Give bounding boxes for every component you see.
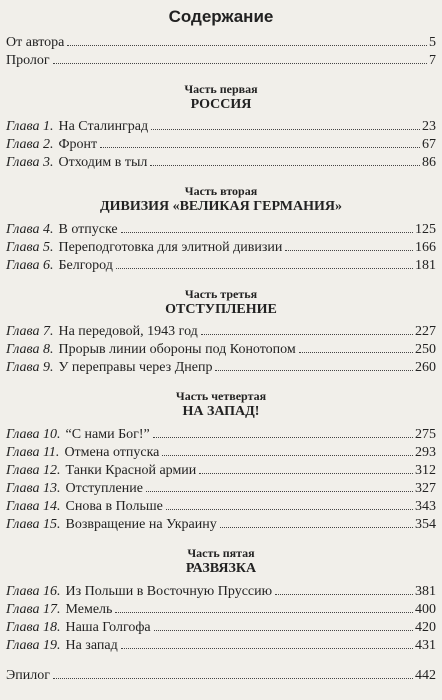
dot-leader <box>166 509 413 510</box>
chapter-number: Глава 8. <box>6 342 54 357</box>
toc-entry[interactable] <box>6 426 436 444</box>
entry-page: 420 <box>415 620 436 635</box>
entry-title: Пролог <box>6 53 50 68</box>
toc-entry[interactable] <box>6 341 436 359</box>
entry-title: Белгород <box>58 258 113 273</box>
entry-title: В отпуске <box>58 222 118 237</box>
dot-leader <box>154 630 413 631</box>
part-title: РАЗВЯЗКА <box>185 561 257 576</box>
entry-page: 343 <box>415 499 436 514</box>
toc-entry[interactable] <box>6 323 436 341</box>
part-label: Часть четвертая <box>175 389 267 403</box>
chapter-number: Глава 10. <box>6 427 61 442</box>
dot-leader <box>67 45 427 46</box>
part-label: Часть вторая <box>184 184 258 198</box>
entry-page: 5 <box>429 35 436 50</box>
dot-leader <box>151 129 420 130</box>
dot-leader <box>215 370 413 371</box>
entry-title: От автора <box>6 35 65 50</box>
chapter-number: Глава 7. <box>6 324 54 339</box>
toc-entry[interactable] <box>6 498 436 516</box>
entry-title: Танки Красной армии <box>65 463 197 478</box>
part-label: Часть первая <box>184 82 258 96</box>
dot-leader <box>153 437 413 438</box>
dot-leader <box>53 678 413 679</box>
entry-page: 86 <box>422 155 436 170</box>
part-title: ДИВИЗИЯ «ВЕЛИКАЯ ГЕРМАНИЯ» <box>99 199 343 214</box>
entry-title: На запад <box>65 638 118 653</box>
toc-entry[interactable] <box>6 239 436 257</box>
part-title: ОТСТУПЛЕНИЕ <box>165 302 277 317</box>
toc-entry[interactable] <box>6 257 436 275</box>
toc-entry[interactable] <box>6 221 436 239</box>
entry-title: “С нами Бог!” <box>65 427 150 442</box>
toc-entry[interactable] <box>6 619 436 637</box>
entry-title: Возвращение на Украину <box>65 517 217 532</box>
entry-page: 23 <box>422 119 436 134</box>
entry-page: 400 <box>415 602 436 617</box>
dot-leader <box>116 268 413 269</box>
entry-title: У переправы через Днепр <box>58 360 213 375</box>
toc-entry[interactable] <box>6 118 436 136</box>
chapter-number: Глава 11. <box>6 445 60 460</box>
entry-title: На передовой, 1943 год <box>58 324 198 339</box>
entry-title: Наша Голгофа <box>65 620 151 635</box>
chapter-number: Глава 2. <box>6 137 54 152</box>
part-label: Часть пятая <box>187 546 255 560</box>
chapter-number: Глава 17. <box>6 602 61 617</box>
toc-entry-epilogue[interactable] <box>6 667 436 685</box>
chapter-number: Глава 16. <box>6 584 61 599</box>
part-label: Часть третья <box>184 287 258 301</box>
chapter-number: Глава 1. <box>6 119 54 134</box>
entry-title: Эпилог <box>6 668 50 683</box>
entry-title: Фронт <box>58 137 98 152</box>
chapter-number: Глава 5. <box>6 240 54 255</box>
entry-page: 181 <box>415 258 436 273</box>
chapter-number: Глава 13. <box>6 481 61 496</box>
chapter-number: Глава 6. <box>6 258 54 273</box>
entry-title: Переподготовка для элитной дивизии <box>58 240 283 255</box>
entry-page: 260 <box>415 360 436 375</box>
part-title: РОССИЯ <box>190 97 252 112</box>
entry-page: 275 <box>415 427 436 442</box>
entry-title: Снова в Польше <box>65 499 163 514</box>
toc-entry[interactable] <box>6 462 436 480</box>
toc-entry[interactable] <box>6 601 436 619</box>
dot-leader <box>199 473 413 474</box>
dot-leader <box>285 250 413 251</box>
entry-page: 327 <box>415 481 436 496</box>
chapter-number: Глава 15. <box>6 517 61 532</box>
entry-title: Из Польши в Восточную Пруссию <box>65 584 273 599</box>
dot-leader <box>275 594 413 595</box>
chapter-number: Глава 14. <box>6 499 61 514</box>
entry-page: 442 <box>415 668 436 683</box>
entry-page: 431 <box>415 638 436 653</box>
toc-entry[interactable] <box>6 444 436 462</box>
dot-leader <box>121 232 413 233</box>
chapter-number: Глава 12. <box>6 463 61 478</box>
dot-leader <box>146 491 413 492</box>
chapter-number: Глава 4. <box>6 222 54 237</box>
chapter-number: Глава 9. <box>6 360 54 375</box>
dot-leader <box>53 63 427 64</box>
toc-entry[interactable] <box>6 480 436 498</box>
toc-entry[interactable] <box>6 637 436 655</box>
toc-entry-author-note[interactable] <box>6 34 436 52</box>
toc-page <box>6 0 436 700</box>
entry-title: Отмена отпуска <box>64 445 160 460</box>
entry-page: 354 <box>415 517 436 532</box>
entry-page: 125 <box>415 222 436 237</box>
entry-title: Прорыв линии обороны под Конотопом <box>58 342 296 357</box>
entry-page: 250 <box>415 342 436 357</box>
entry-title: Отходим в тыл <box>58 155 148 170</box>
dot-leader <box>162 455 413 456</box>
entry-title: На Сталинград <box>58 119 149 134</box>
entry-page: 227 <box>415 324 436 339</box>
dot-leader <box>299 352 413 353</box>
entry-page: 67 <box>422 137 436 152</box>
dot-leader <box>121 648 413 649</box>
dot-leader <box>115 612 413 613</box>
part-title: НА ЗАПАД! <box>182 404 260 419</box>
toc-entry[interactable] <box>6 583 436 601</box>
toc-entry[interactable] <box>6 359 436 377</box>
toc-entry-prologue[interactable] <box>6 52 436 70</box>
toc-entry[interactable] <box>6 154 436 172</box>
dot-leader <box>220 527 413 528</box>
chapter-number: Глава 18. <box>6 620 61 635</box>
entry-page: 166 <box>415 240 436 255</box>
dot-leader <box>100 147 420 148</box>
page-title: Содержание <box>168 7 274 26</box>
toc-entry[interactable] <box>6 516 436 534</box>
dot-leader <box>150 165 420 166</box>
entry-page: 293 <box>415 445 436 460</box>
chapter-number: Глава 19. <box>6 638 61 653</box>
dot-leader <box>201 334 413 335</box>
toc-entry[interactable] <box>6 136 436 154</box>
chapter-number: Глава 3. <box>6 155 54 170</box>
entry-page: 381 <box>415 584 436 599</box>
entry-page: 312 <box>415 463 436 478</box>
entry-title: Мемель <box>65 602 113 617</box>
entry-page: 7 <box>429 53 436 68</box>
entry-title: Отступление <box>65 481 143 496</box>
